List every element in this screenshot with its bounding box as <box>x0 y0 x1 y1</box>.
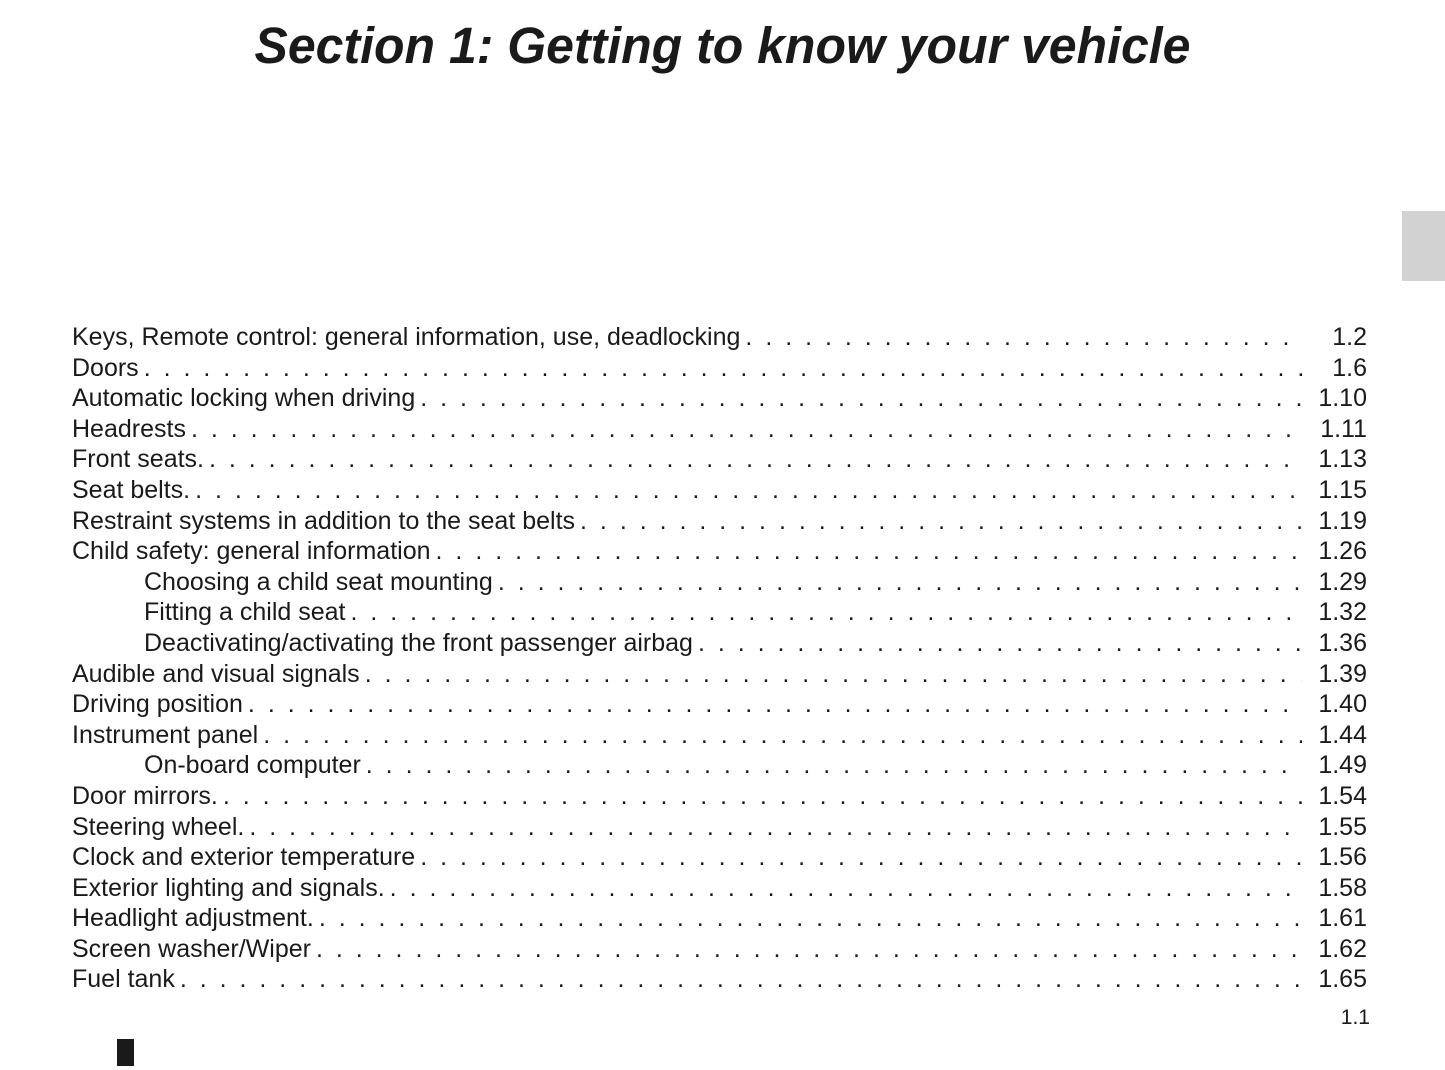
toc-entry <box>72 444 1367 475</box>
toc-entry-label: Fitting a child seat <box>144 598 346 627</box>
dot-leader <box>365 659 1303 690</box>
page-title: Section 1: Getting to know your vehicle <box>254 17 1191 74</box>
toc-entry-page-number: 1.32 <box>1318 598 1367 627</box>
toc-entry <box>72 934 1367 965</box>
dot-leader <box>420 842 1302 873</box>
toc-entry-label: Instrument panel <box>72 720 259 749</box>
print-registration-mark <box>117 1039 134 1066</box>
toc-entry <box>72 720 1367 751</box>
toc-entry-page-number: 1.40 <box>1318 690 1367 719</box>
toc-entry <box>72 353 1367 384</box>
toc-entry-page-number: 1.13 <box>1318 445 1367 474</box>
dot-leader <box>698 628 1302 659</box>
dot-leader <box>498 567 1303 598</box>
dot-leader <box>580 506 1302 537</box>
toc-entry <box>72 781 1367 812</box>
toc-entry-page-number: 1.6 <box>1332 353 1367 382</box>
toc-entry <box>72 659 1367 690</box>
dot-leader <box>745 322 1303 353</box>
dot-leader <box>390 873 1303 904</box>
dot-leader <box>351 597 1303 628</box>
section-thumb-tab <box>1402 211 1445 281</box>
toc-entry-label: Door mirrors. <box>72 781 218 810</box>
toc-entry-page-number: 1.19 <box>1318 506 1367 535</box>
table-of-contents <box>72 322 1367 995</box>
toc-entry-label: Clock and exterior temperature <box>72 843 416 872</box>
dot-leader <box>180 964 1302 995</box>
toc-entry-label: Doors <box>72 353 139 382</box>
toc-entry-page-number: 1.62 <box>1318 934 1367 963</box>
dot-leader <box>436 536 1303 567</box>
toc-entry-label: Restraint systems in addition to the seat belts <box>72 506 576 535</box>
toc-entry-label: Headrests <box>72 414 186 443</box>
toc-entry <box>72 750 1367 781</box>
toc-entry-label: Headlight adjustment. <box>72 904 314 933</box>
toc-entry <box>72 873 1367 904</box>
dot-leader <box>263 720 1302 751</box>
toc-entry <box>72 567 1367 598</box>
toc-entry <box>72 414 1367 445</box>
dot-leader <box>195 475 1302 506</box>
toc-entry-label: Child safety: general information <box>72 537 431 566</box>
toc-entry-page-number: 1.65 <box>1318 965 1367 994</box>
toc-entry-label: Choosing a child seat mounting <box>144 567 493 596</box>
toc-entry-page-number: 1.29 <box>1318 567 1367 596</box>
toc-entry-page-number: 1.10 <box>1318 384 1367 413</box>
toc-entry-page-number: 1.61 <box>1318 904 1367 933</box>
page-number: 1.1 <box>1340 1006 1370 1029</box>
toc-entry-label: Exterior lighting and signals. <box>72 873 385 902</box>
dot-leader <box>144 353 1303 384</box>
toc-entry-label: Steering wheel. <box>72 812 245 841</box>
toc-entry <box>72 506 1367 537</box>
toc-entry <box>72 812 1367 843</box>
toc-entry-label: On-board computer <box>144 751 361 780</box>
toc-entry-label: Deactivating/activating the front passenger airbag <box>144 628 693 657</box>
toc-entry <box>72 383 1367 414</box>
toc-entry-label: Seat belts. <box>72 475 191 504</box>
toc-entry-label: Screen washer/Wiper <box>72 934 311 963</box>
toc-entry <box>72 903 1367 934</box>
toc-entry-page-number: 1.11 <box>1320 414 1367 443</box>
toc-entry <box>72 628 1367 659</box>
toc-entry-page-number: 1.49 <box>1318 751 1367 780</box>
dot-leader <box>191 414 1303 445</box>
toc-entry-label: Keys, Remote control: general information, use, deadlocking <box>72 323 741 351</box>
dot-leader <box>366 750 1303 781</box>
dot-leader <box>223 781 1302 812</box>
toc-entry-page-number: 1.56 <box>1318 843 1367 872</box>
toc-entry-page-number: 1.15 <box>1318 475 1367 504</box>
dot-leader <box>249 812 1302 843</box>
dot-leader <box>248 689 1302 720</box>
toc-entry <box>72 964 1367 995</box>
toc-entry <box>72 689 1367 720</box>
toc-entry-label: Automatic locking when driving <box>72 384 416 413</box>
toc-entry-page-number: 1.58 <box>1318 873 1367 902</box>
toc-entry <box>72 842 1367 873</box>
dot-leader <box>209 444 1302 475</box>
dot-leader <box>319 903 1303 934</box>
toc-entry <box>72 536 1367 567</box>
toc-entry-page-number: 1.2 <box>1332 323 1367 351</box>
toc-entry-page-number: 1.26 <box>1318 537 1367 566</box>
toc-entry <box>72 475 1367 506</box>
toc-entry-label: Front seats. <box>72 445 204 474</box>
toc-entry-page-number: 1.54 <box>1318 781 1367 810</box>
toc-entry-label: Audible and visual signals <box>72 659 360 688</box>
dot-leader <box>316 934 1302 965</box>
toc-entry-page-number: 1.55 <box>1318 812 1367 841</box>
toc-entry <box>72 322 1367 353</box>
dot-leader <box>420 383 1302 414</box>
toc-entry-page-number: 1.36 <box>1318 628 1367 657</box>
toc-entry <box>72 597 1367 628</box>
toc-entry-label: Driving position <box>72 690 243 719</box>
toc-entry-label: Fuel tank <box>72 965 175 994</box>
toc-entry-page-number: 1.39 <box>1318 659 1367 688</box>
toc-entry-page-number: 1.44 <box>1318 720 1367 749</box>
